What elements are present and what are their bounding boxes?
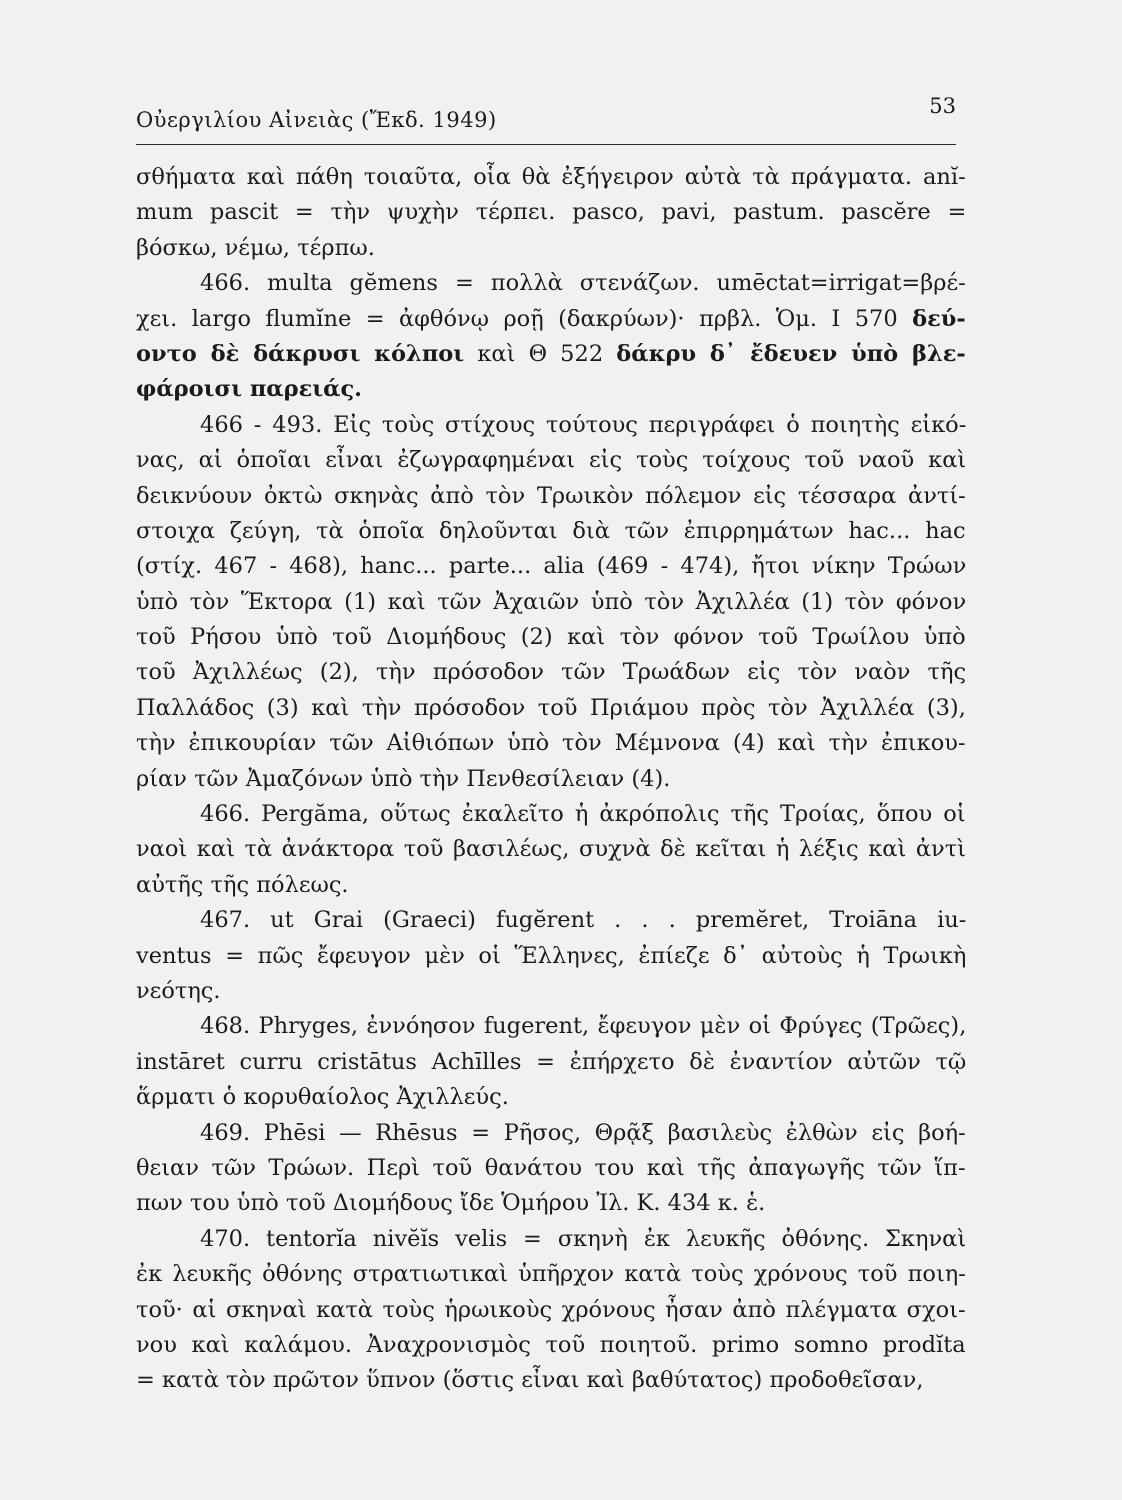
text-line <box>136 762 966 797</box>
text-line <box>136 1363 966 1398</box>
bold-quotation: δάκρυ δ᾽ ἔδευεν ὑπὸ βλε- <box>616 340 966 367</box>
text-line <box>136 1080 966 1115</box>
text-segment: αὐτῆς τῆς πόλεως. <box>136 871 349 898</box>
text-line <box>136 868 966 903</box>
text-segment: ρίαν τῶν Ἀμαζόνων ὑπὸ τὴν Πενθεσίλειαν (4). <box>136 765 671 792</box>
text-segment: ἐκ λευκῆς ὀθόνης στρατιωτικαὶ ὑπῆρχον κατὰ τοὺς χρόνους τοῦ ποιη- <box>136 1261 966 1288</box>
text-segment: ὑπὸ τὸν Ἕκτορα (1) καὶ τῶν Ἀχαιῶν ὑπὸ τὸν Ἀχιλλέα (1) τὸν φόνον <box>136 588 966 615</box>
text-segment: (στίχ. 467 - 468), hanc... parte... alia (469 - 474), ἤτοι νίκην Τρώων <box>136 553 966 580</box>
text-line <box>136 1116 966 1151</box>
text-line <box>136 1009 966 1044</box>
text-line <box>136 620 966 655</box>
text-line <box>136 691 966 726</box>
text-segment: ναοὶ καὶ τὰ ἀνάκτορα τοῦ βασιλέως, συχνὰ δὲ κεῖται ἡ λέξις καὶ ἀντὶ <box>136 836 966 863</box>
text-segment: νας, αἱ ὁποῖαι εἶναι ἐζωγραφημέναι εἰς τοὺς τοίχους τοῦ ναοῦ καὶ <box>136 447 966 474</box>
text-line <box>136 479 966 514</box>
text-segment: πων του ὑπὸ τοῦ Διομήδους ἴδε Ὁμήρου Ἰλ. Κ. 434 κ. ἑ. <box>136 1190 766 1217</box>
text-segment: 470. tentorĭa nivĕĭs velis = σκηνὴ ἐκ λευκῆς ὀθόνης. Σκηναὶ <box>200 1225 966 1252</box>
text-line <box>136 1045 966 1080</box>
text-segment: 466 - 493. Εἰς τοὺς στίχους τούτους περιγράφει ὁ ποιητὴς εἰκό- <box>200 411 966 438</box>
text-line <box>136 231 966 266</box>
text-line <box>136 514 966 549</box>
text-line <box>136 585 966 620</box>
text-line <box>136 1257 966 1292</box>
text-line <box>136 939 966 974</box>
text-line <box>136 408 966 443</box>
page-number: 53 <box>929 94 956 118</box>
text-line <box>136 195 966 230</box>
text-line <box>136 266 966 301</box>
text-line <box>136 1186 966 1221</box>
running-head <box>136 94 956 145</box>
text-segment: ἅρματι ὁ κορυθαίολος Ἀχιλλεύς. <box>136 1084 509 1111</box>
text-line <box>136 1222 966 1257</box>
running-title: Οὐεργιλίου Αἰνειὰς (Ἔκδ. 1949) <box>136 108 497 132</box>
text-segment: στοιχα ζεύγη, τὰ ὁποῖα δηλοῦνται διὰ τῶν ἐπιρρημάτων hac... hac <box>136 517 966 544</box>
commentary-body <box>136 160 966 1399</box>
text-line <box>136 549 966 584</box>
text-line <box>136 337 966 372</box>
text-line <box>136 302 966 337</box>
text-segment: καὶ Θ 522 <box>464 340 617 367</box>
text-segment: = κατὰ τὸν πρῶτον ὕπνον (ὅστις εἶναι καὶ βαθύτατος) προδοθεῖσαν, <box>136 1367 924 1394</box>
text-segment: 468. Phryges, ἐννόησον fugerent, ἔφευγον μὲν οἱ Φρύγες (Τρῶες), <box>200 1013 966 1040</box>
text-segment: βόσκω, νέμω, τέρπω. <box>136 234 375 261</box>
text-segment: 466. multa gĕmens = πολλὰ στενάζων. umēctat=irrigat=βρέ- <box>200 270 966 297</box>
text-line <box>136 797 966 832</box>
text-line <box>136 160 966 195</box>
text-segment: 469. Phēsi — Rhēsus = Ρῆσος, Θρᾷξ βασιλεὺς ἐλθὼν εἰς βοή- <box>200 1119 966 1146</box>
text-segment: τοῦ· αἱ σκηναὶ κατὰ τοὺς ἡρωικοὺς χρόνους ἦσαν ἀπὸ πλέγματα σχοι- <box>136 1296 966 1323</box>
text-segment: 466. Pergăma, οὕτως ἐκαλεῖτο ἡ ἀκρόπολις τῆς Τροίας, ὅπου οἱ <box>200 801 966 828</box>
text-line <box>136 832 966 867</box>
text-segment: 467. ut Grai (Graeci) fugĕrent . . . premĕret, Troiāna iu- <box>200 907 966 934</box>
text-segment: σθήματα καὶ πάθη τοιαῦτα, οἷα θὰ ἐξήγειρον αὐτὰ τὰ πράγματα. anĭ- <box>136 164 966 190</box>
bold-quotation: οντο δὲ δάκρυσι κόλποι <box>136 340 465 367</box>
text-segment: Παλλάδος (3) καὶ τὴν πρόσοδον τοῦ Πριάμου πρὸς τὸν Ἀχιλλέα (3), <box>136 694 966 721</box>
text-segment: δεικνύουν ὀκτὼ σκηνὰς ἀπὸ τὸν Τρωικὸν πόλεμον εἰς τέσσαρα ἀντί- <box>136 482 966 509</box>
text-segment: νεότης. <box>136 977 221 1004</box>
text-line <box>136 974 966 1009</box>
text-line <box>136 726 966 761</box>
text-line <box>136 443 966 478</box>
text-segment: τὴν ἐπικουρίαν τῶν Αἰθιόπων ὑπὸ τὸν Μέμνονα (4) καὶ τὴν ἐπικου- <box>136 730 966 757</box>
bold-quotation: δεύ- <box>912 305 966 332</box>
text-segment: τοῦ Ἀχιλλέως (2), τὴν πρόσοδον τῶν Τρωάδων εἰς τὸν ναὸν τῆς <box>136 659 966 686</box>
text-segment: instāret curru cristātus Achīlles = ἐπήρχετο δὲ ἐναντίον αὐτῶν τῷ <box>136 1048 966 1075</box>
text-segment: mum pascit = τὴν ψυχὴν τέρπει. pasco, pavi, pastum. pascĕre = <box>136 199 966 226</box>
text-line <box>136 1293 966 1328</box>
text-line <box>136 903 966 938</box>
text-line <box>136 372 966 407</box>
bold-quotation: φάροισι παρειάς. <box>136 376 362 403</box>
text-segment: ventus = πῶς ἔφευγον μὲν οἱ Ἕλληνες, ἐπίεζε δ᾽ αὐτοὺς ἡ Τρωικὴ <box>136 942 966 969</box>
text-segment: χει. largo flumĭne = ἀφθόνῳ ροῇ (δακρύων)· πρβλ. Ὁμ. I 570 <box>136 305 913 332</box>
text-segment: θειαν τῶν Τρώων. Περὶ τοῦ θανάτου του καὶ τῆς ἀπαγωγῆς τῶν ἵπ- <box>136 1154 966 1181</box>
text-line <box>136 1328 966 1363</box>
text-line <box>136 1151 966 1186</box>
text-segment: τοῦ Ρήσου ὑπὸ τοῦ Διομήδους (2) καὶ τὸν φόνον τοῦ Τρωίλου ὑπὸ <box>136 624 966 651</box>
text-segment: νου καὶ καλάμου. Ἀναχρονισμὸς τοῦ ποιητοῦ. primo somno prodĭta <box>136 1331 966 1358</box>
text-line <box>136 655 966 690</box>
